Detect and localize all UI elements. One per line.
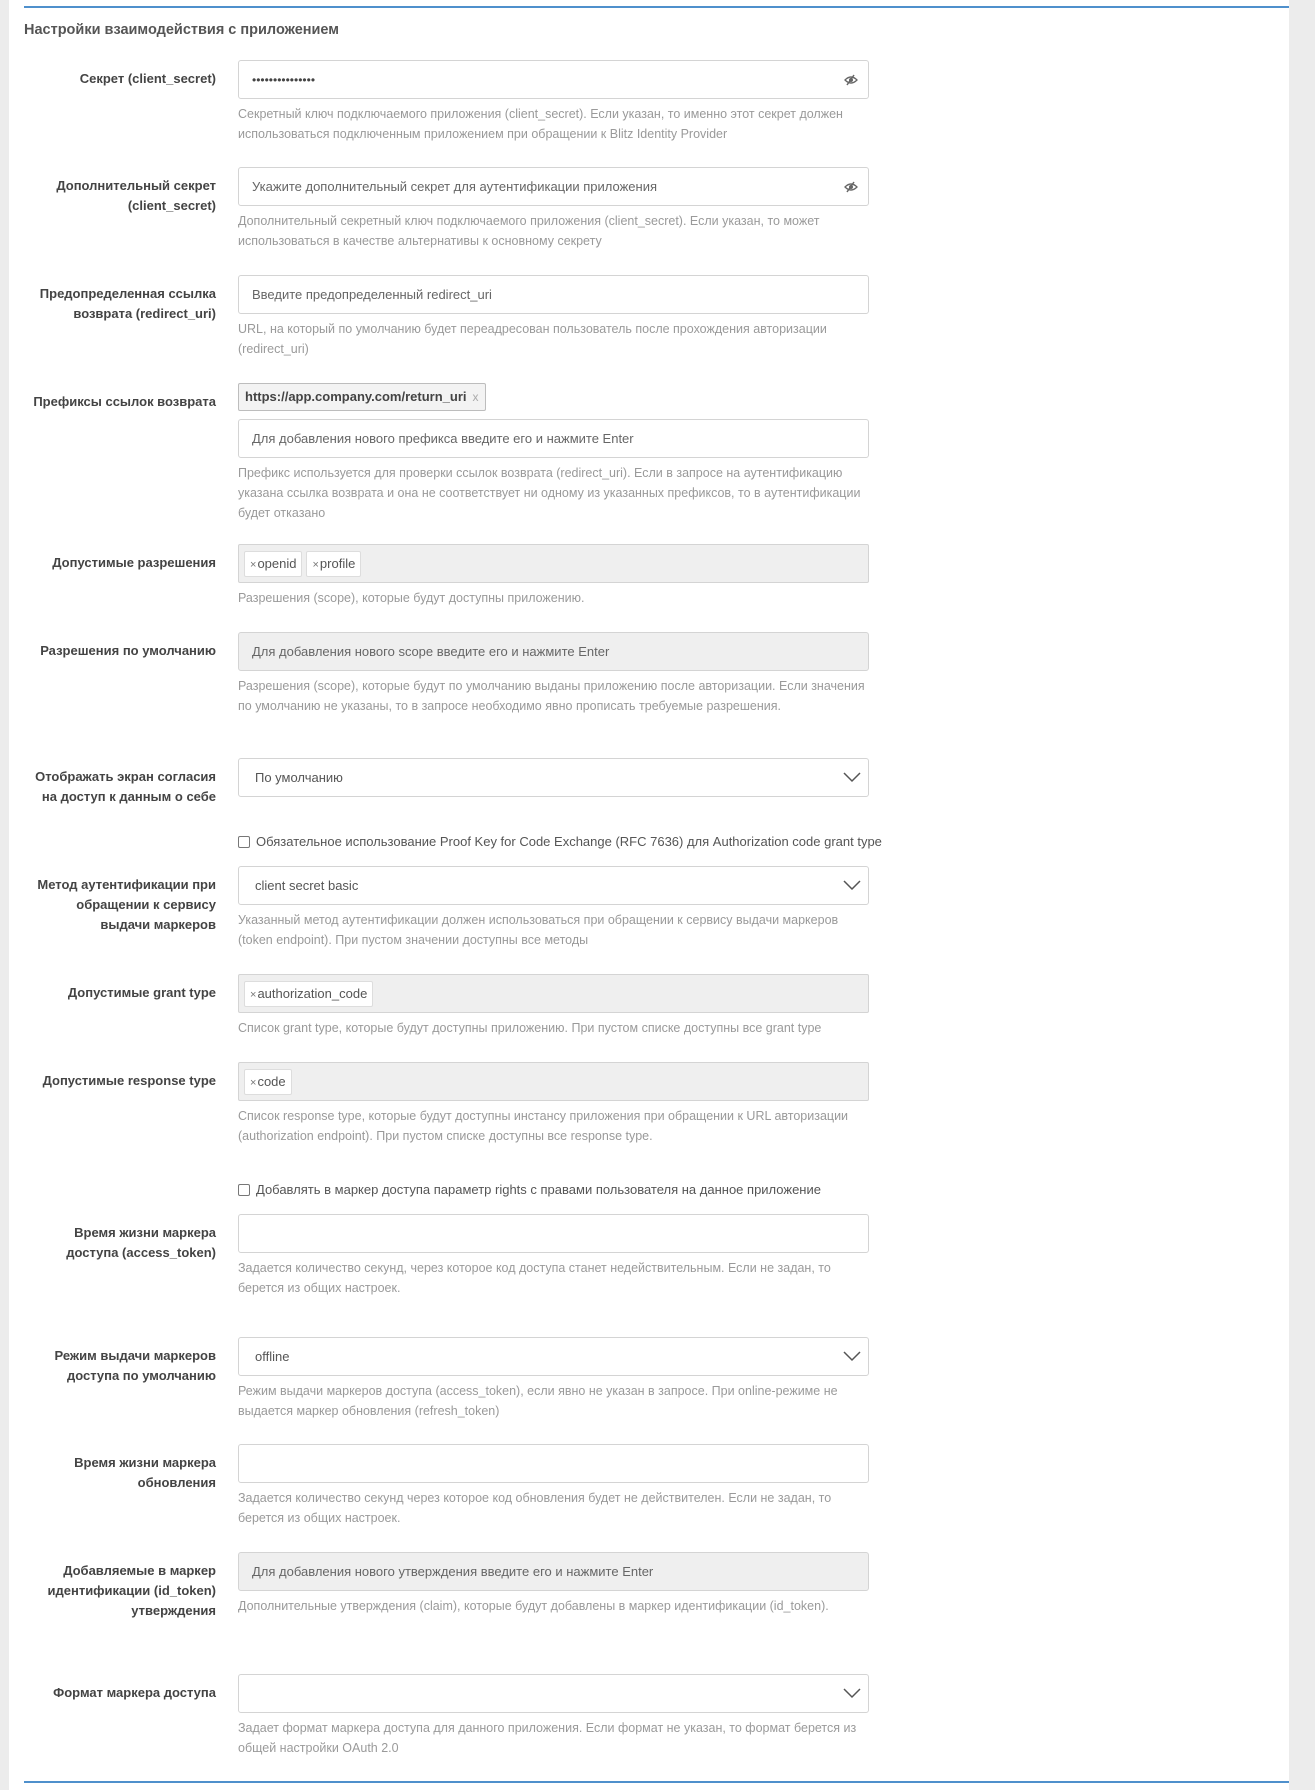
remove-tag-icon[interactable]: x [472,390,479,404]
response-types-help: Список response type, которые будут доступны инстансу приложения при обращении к URL авторизации (authorization endpoint). При пустом списке доступны все response type. [238,1109,849,1143]
default-scopes-help: Разрешения (scope), которые будут по умолчанию выданы приложению после авторизации. Если значения по умолчанию не указаны, то в запросе необходимо явно прописать требуемые разрешения. [238,679,865,713]
remove-tag-icon[interactable]: × [312,559,319,571]
remove-tag-icon[interactable]: × [250,1077,257,1089]
response-types-label: Допустимые response type [42,1073,216,1088]
token-mode-select[interactable]: offline [238,1337,869,1376]
chevron-down-icon [843,878,861,892]
token-format-select[interactable] [238,1674,869,1713]
consent-screen-label: Отображать экран согласия на доступ к данным о себе [35,769,216,804]
allowed-scopes-input[interactable] [238,544,869,583]
id-token-claims-input[interactable]: Для добавления нового утверждения введите его и нажмите Enter [238,1552,869,1591]
chevron-down-icon [843,770,861,784]
id-token-claims-label: Добавляемые в маркер идентификации (id_token) утверждения [47,1563,216,1618]
rights-checkbox[interactable]: Добавлять в маркер доступа параметр rights с правами пользователя на данное приложение [238,1181,821,1199]
grant-types-input[interactable] [238,974,869,1013]
remove-tag-icon[interactable]: × [250,989,257,1001]
refresh-ttl-input[interactable] [238,1444,869,1483]
return-prefix-input[interactable]: Для добавления нового префикса введите его и нажмите Enter [238,419,869,458]
token-mode-help: Режим выдачи маркеров доступа (access_token), если явно не указан в запросе. При online-режиме не выдается маркер обновления (refresh_token) [238,1384,838,1418]
access-token-ttl-label: Время жизни маркера доступа (access_token) [66,1225,216,1260]
grant-types-label: Допустимые grant type [67,985,216,1000]
id-token-claims-help: Дополнительные утверждения (claim), которые будут добавлены в маркер идентификации (id_token). [238,1599,829,1613]
default-scopes-input[interactable]: Для добавления нового scope введите его и нажмите Enter [238,632,869,671]
allowed-scopes-label: Допустимые разрешения [52,555,216,570]
token-auth-method-select[interactable]: client secret basic [238,866,869,905]
extra-secret-help: Дополнительный секретный ключ подключаемого приложения (client_secret). Если указан, то может использоваться в качестве альтернативы к основному секрету [238,214,820,248]
pkce-checkbox[interactable]: Обязательное использование Proof Key for Code Exchange (RFC 7636) для Authorization code grant type [238,833,882,851]
chevron-down-icon [843,1349,861,1363]
client-secret-input[interactable]: ••••••••••••••• [238,60,869,99]
redirect-uri-help: URL, на который по умолчанию будет переадресован пользователь после прохождения авторизации (redirect_uri) [238,322,827,356]
eye-slash-icon[interactable] [844,168,858,219]
refresh-ttl-help: Задается количество секунд через которое код обновления будет не действителен. Если не задан, то берется из общих настроек. [238,1491,832,1525]
allowed-scopes-help: Разрешения (scope), которые будут доступны приложению. [238,591,585,605]
settings-panel [9,0,1289,1790]
return-prefixes-help: Префикс используется для проверки ссылок возврата (redirect_uri). Если в запросе на аутентификацию указана ссылка возврата и она не соответствует ни одному из указанных префиксов, то в аутентификации будет отказано [238,466,861,520]
section-divider-bottom [24,1781,1289,1783]
extra-secret-label: Дополнительный секрет (client_secret) [56,178,216,213]
token-format-label: Формат маркера доступа [53,1685,216,1700]
access-token-ttl-help: Задается количество секунд, через которое код доступа станет недействительным. Если не задан, то берется из общих настроек. [238,1261,831,1295]
response-types-input[interactable] [238,1062,869,1101]
return-prefixes-label: Префиксы ссылок возврата [33,394,216,409]
remove-tag-icon[interactable]: × [250,559,257,571]
scope-tag: ×openid [244,551,302,577]
token-auth-method-label: Метод аутентификации при обращении к сервису выдачи маркеров [37,877,216,932]
section-divider-top [24,6,1289,8]
access-token-ttl-input[interactable] [238,1214,869,1253]
extra-secret-input[interactable]: Укажите дополнительный секрет для аутентификации приложения [238,167,869,206]
client-secret-help: Секретный ключ подключаемого приложения (client_secret). Если указан, то именно этот секрет должен использоваться подключенным приложением при обращении к Blitz Identity Provider [238,107,843,141]
grant-types-help: Список grant type, которые будут доступны приложению. При пустом списке доступны все grant type [238,1021,822,1035]
redirect-uri-input[interactable]: Введите предопределенный redirect_uri [238,275,869,314]
refresh-ttl-label: Время жизни маркера обновления [74,1455,216,1490]
token-auth-method-help: Указанный метод аутентификации должен использоваться при обращении к сервису выдачи маркеров (token endpoint). При пустом значении доступны все методы [238,913,839,947]
consent-screen-select[interactable]: По умолчанию [238,758,869,797]
grant-type-tag: ×authorization_code [244,981,373,1007]
chevron-down-icon [843,1686,861,1700]
checkbox-icon[interactable] [238,836,250,848]
checkbox-icon[interactable] [238,1184,250,1196]
scope-tag: ×profile [306,551,361,577]
default-scopes-label: Разрешения по умолчанию [40,643,216,658]
redirect-uri-label: Предопределенная ссылка возврата (redirect_uri) [39,286,216,321]
response-type-tag: ×code [244,1069,292,1095]
token-format-help: Задает формат маркера доступа для данного приложения. Если формат не указан, то формат берется из общей настройки OAuth 2.0 [238,1721,857,1755]
client-secret-label: Секрет (client_secret) [79,71,216,86]
prefix-tag: https://app.company.com/return_uri x [238,383,486,411]
section-title: Настройки взаимодействия с приложением [24,22,340,38]
token-mode-label: Режим выдачи маркеров доступа по умолчанию [54,1348,216,1383]
eye-slash-icon[interactable] [844,61,858,112]
